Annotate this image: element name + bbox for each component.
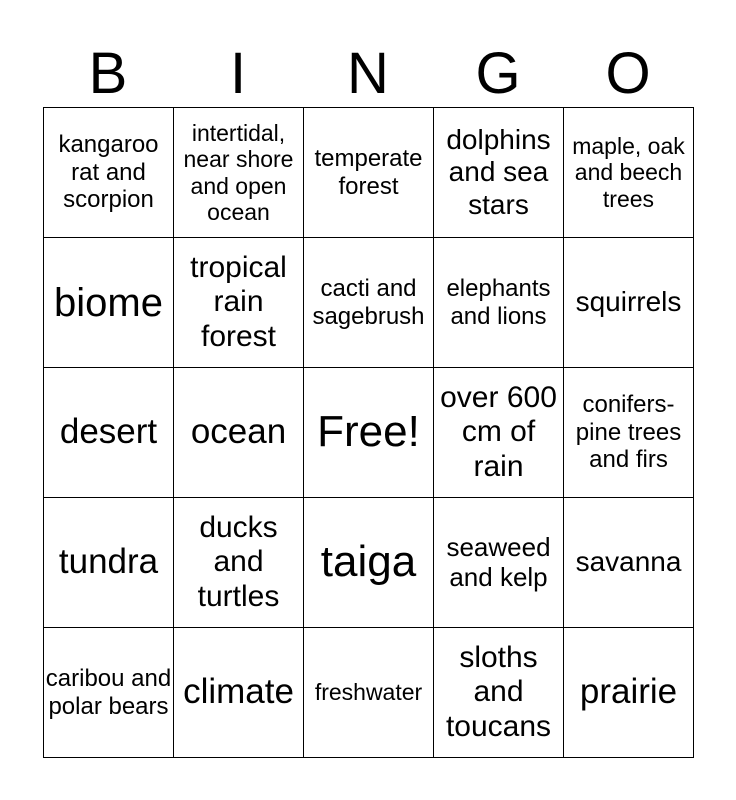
free-space-cell: Free! [304, 368, 434, 498]
bingo-cell: savanna [564, 498, 694, 628]
bingo-cell: intertidal, near shore and open ocean [174, 108, 304, 238]
grid-row-3 [44, 368, 694, 498]
bingo-cell: elephants and lions [434, 238, 564, 368]
bingo-cell: tropical rain forest [174, 238, 304, 368]
header-letter-n: N [347, 41, 389, 106]
bingo-cell: taiga [304, 498, 434, 628]
bingo-cell: cacti and sagebrush [304, 238, 434, 368]
bingo-cell: kangaroo rat and scorpion [44, 108, 174, 238]
bingo-cell: conifers- pine trees and firs [564, 368, 694, 498]
header-letter-g: G [475, 41, 521, 106]
bingo-cell: seaweed and kelp [434, 498, 564, 628]
bingo-cell: over 600 cm of rain [434, 368, 564, 498]
bingo-cell: desert [44, 368, 174, 498]
bingo-cell: ocean [174, 368, 304, 498]
bingo-cell: tundra [44, 498, 174, 628]
header-letter-i: I [229, 41, 247, 106]
bingo-cell: climate [174, 628, 304, 758]
bingo-cell: prairie [564, 628, 694, 758]
bingo-cell: temperate forest [304, 108, 434, 238]
bingo-cell: caribou and polar bears [44, 628, 174, 758]
header-letter-o: O [605, 41, 651, 106]
grid-row-2 [44, 238, 694, 368]
grid-row-1 [44, 108, 694, 238]
bingo-card-grid [43, 107, 694, 758]
bingo-header [43, 40, 693, 108]
bingo-cell: squirrels [564, 238, 694, 368]
grid-row-4 [44, 498, 694, 628]
bingo-cell: ducks and turtles [174, 498, 304, 628]
bingo-cell: freshwater [304, 628, 434, 758]
bingo-cell: biome [44, 238, 174, 368]
bingo-cell: maple, oak and beech trees [564, 108, 694, 238]
bingo-cell: dolphins and sea stars [434, 108, 564, 238]
header-letter-b: B [88, 41, 128, 106]
grid-row-5 [44, 628, 694, 758]
bingo-cell: sloths and toucans [434, 628, 564, 758]
